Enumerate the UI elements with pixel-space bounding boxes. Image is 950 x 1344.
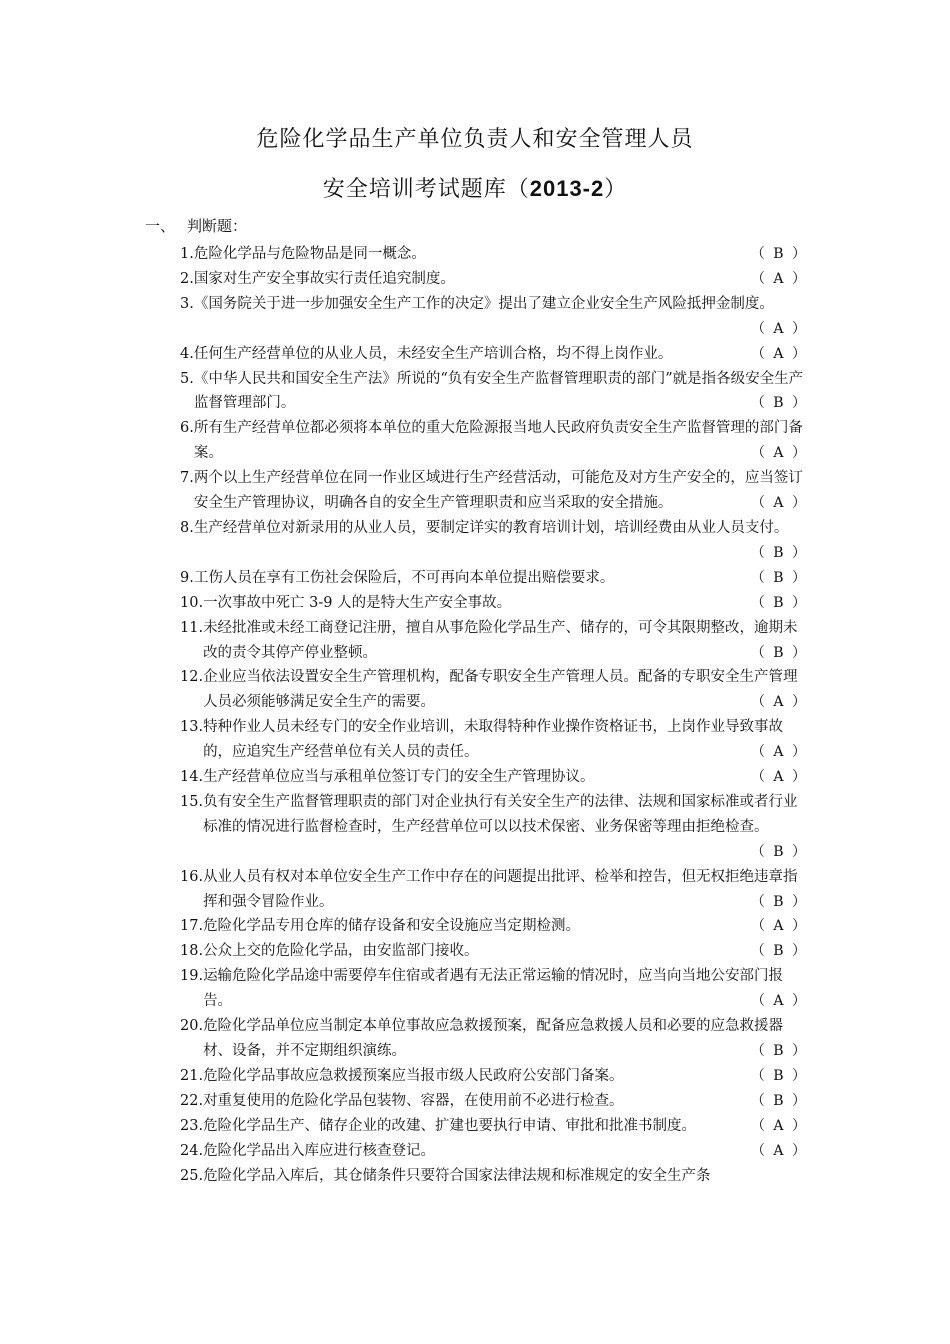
answer-mark: （ B ） [750,1092,808,1109]
question-item [180,1089,808,1114]
question-text: 危险化学品单位应当制定本单位事故应急救援预案，配备应急救援人员和必要的应急救援器材、设备，并不定期组织演练。 [203,1018,784,1059]
question-item [180,790,808,865]
question-number: 24. [180,1142,204,1159]
question-body [194,566,808,591]
question-item [180,367,808,417]
question-item [180,242,808,267]
subtitle-text: 安全培训考试题库（ [322,177,530,202]
question-body [203,1014,808,1064]
question-number: 23. [180,1117,204,1134]
question-body [194,516,808,566]
answer-mark: （ A ） [750,694,808,711]
question-text: 未经批准或未经工商登记注册，擅自从事危险化学品生产、储存的，可令其限期整改，逾期未改的责令其停产停业整顿。 [203,619,798,661]
question-body [194,292,808,342]
question-item [180,914,808,939]
section-number: 一、 [145,217,176,235]
document-subtitle [0,172,950,203]
question-body [203,914,808,939]
question-body [203,591,808,616]
answer-mark: （ A ） [750,1142,808,1159]
question-body [203,665,808,715]
question-text: 两个以上生产经营单位在同一作业区域进行生产经营活动，可能危及对方生产安全的，应当签订安全生产管理协议，明确各自的安全生产管理职责和应当采取的安全措施。 [193,470,803,512]
question-number: 25. [180,1167,204,1184]
question-item [180,964,808,1014]
question-item [180,416,808,466]
question-text: 危险化学品与危险物品是同一概念。 [193,246,426,262]
answer-mark: （ B ） [750,594,808,611]
question-body [194,242,808,267]
document-title: 危险化学品生产单位负责人和安全管理人员 [256,127,694,152]
answer-mark: （ B ） [750,246,808,262]
question-body [203,1089,808,1114]
question-number: 15. [180,793,204,810]
question-number: 19. [180,968,204,985]
question-text: 国家对生产安全事故实行责任追究制度。 [193,270,455,287]
question-item [180,1164,808,1189]
question-item [180,466,808,516]
answer-mark: （ B ） [750,843,808,860]
question-number: 14. [180,769,204,786]
answer-mark: （ B ） [750,544,808,561]
question-item [180,865,808,915]
question-text: 公众上交的危险化学品，由安监部门接收。 [203,943,479,960]
answer-mark: （ A ） [750,769,808,786]
question-text: 负有安全生产监督管理职责的部门对企业执行有关安全生产的法律、法规和国家标准或者行业标准的情况进行监督检查时，生产经营单位可以以技术保密、业务保密等理由拒绝检查。 [203,793,798,835]
question-text: 所有生产经营单位都必须将本单位的重大危险源报当地人民政府负责安全生产监督管理的部门备案。 [193,420,803,462]
question-number: 16. [180,868,204,885]
question-number: 7. [180,470,194,487]
answer-mark: （ B ） [750,644,808,661]
question-number: 4. [180,345,194,362]
question-body [194,466,808,516]
question-body [203,790,808,865]
question-body [203,865,808,915]
question-text: 运输危险化学品途中需要停车住宿或者遇有无法正常运输的情况时，应当向当地公安部门报告。 [203,968,784,1010]
question-body [203,715,808,765]
question-text: 从业人员有权对本单位安全生产工作中存在的问题提出批评、检举和控告，但无权拒绝违章指挥和强令冒险作业。 [203,868,798,910]
question-item [180,665,808,715]
question-text: 工伤人员在享有工伤社会保险后，不可再向本单位提出赔偿要求。 [193,569,615,586]
answer-mark: （ B ） [750,893,808,910]
question-number: 9. [180,569,194,586]
question-number: 18. [180,943,204,960]
answer-mark: （ A ） [750,918,808,935]
answer-mark: （ A ） [750,993,808,1010]
answer-mark: （ A ） [750,495,808,512]
question-number: 12. [180,669,204,686]
question-text: 生产经营单位应当与承租单位签订专门的安全生产管理协议。 [203,769,595,786]
question-number: 22. [180,1092,204,1109]
question-number: 6. [180,420,194,437]
question-item [180,616,808,666]
question-number: 8. [180,519,194,536]
answer-mark: （ B ） [750,1043,808,1059]
question-body [194,367,808,417]
question-list [180,242,808,1188]
question-number: 21. [180,1067,204,1084]
question-item [180,342,808,367]
question-text: 特种作业人员未经专门的安全作业培训，未取得特种作业操作资格证书，上岗作业导致事故的，应追究生产经营单位有关人员的责任。 [203,719,784,761]
question-number: 13. [180,719,204,736]
answer-mark: （ A ） [750,320,808,337]
question-text: 对重复使用的危险化学品包装物、容器，在使用前不必进行检查。 [203,1092,624,1109]
question-body [203,1164,808,1189]
subtitle-close: ） [604,177,628,202]
question-body [203,765,808,790]
question-number: 5. [180,370,194,387]
question-item [180,292,808,342]
question-body [203,1139,808,1164]
answer-mark: （ A ） [750,1117,808,1134]
question-body [203,1064,808,1089]
question-item [180,591,808,616]
question-number: 2. [180,270,194,287]
answer-mark: （ A ） [750,445,808,462]
answer-mark: （ A ） [750,270,808,287]
question-item [180,1114,808,1139]
question-text: 危险化学品事故应急救援预案应当报市级人民政府公安部门备案。 [203,1067,624,1084]
question-number: 1. [180,246,194,262]
answer-mark: （ B ） [750,569,808,586]
answer-mark: （ A ） [750,345,808,362]
question-number: 17. [180,918,204,935]
question-text: 危险化学品专用仓库的储存设备和安全设施应当定期检测。 [203,918,581,935]
question-item [180,939,808,964]
question-number: 3. [180,295,194,312]
question-body [194,267,808,292]
question-text: 任何生产经营单位的从业人员，未经安全生产培训合格，均不得上岗作业。 [193,345,673,362]
section-label: 判断题： [187,217,248,235]
question-number: 11. [180,619,204,636]
question-item [180,1064,808,1089]
question-number: 20. [180,1018,204,1035]
question-item [180,715,808,765]
question-number: 10. [180,594,204,611]
answer-mark: （ B ） [750,395,808,412]
question-text: 《国务院关于进一步加强安全生产工作的决定》提出了建立企业安全生产风险抵押金制度。 [193,295,774,312]
question-body [203,964,808,1014]
question-item [180,765,808,790]
question-text: 危险化学品入库后，其仓储条件只要符合国家法律法规和标准规定的安全生产条 [203,1167,711,1184]
question-item [180,1139,808,1164]
question-text: 生产经营单位对新录用的从业人员，要制定详实的教育培训计划，培训经费由从业人员支付。 [193,519,789,536]
answer-mark: （ B ） [750,1067,808,1084]
subtitle-year: 2013-2 [529,176,605,201]
question-text: 《中华人民共和国安全生产法》所说的“负有安全生产监督管理职责的部门”就是指各级安全生产监督管理部门。 [193,370,804,412]
question-body [194,342,808,367]
question-body [194,416,808,466]
question-text: 危险化学品出入库应进行核查登记。 [203,1142,436,1159]
answer-mark: （ A ） [750,744,808,761]
question-body [203,616,808,666]
question-text: 危险化学品生产、储存企业的改建、扩建也要执行申请、审批和批准书制度。 [203,1117,697,1134]
question-item [180,516,808,566]
answer-mark: （ B ） [750,943,808,960]
question-body [203,939,808,964]
question-item [180,267,808,292]
question-text: 一次事故中死亡 3-9 人的是特大生产安全事故。 [203,594,512,611]
question-body [203,1114,808,1139]
section-heading [145,215,247,236]
question-text: 企业应当依法设置安全生产管理机构，配备专职安全生产管理人员。配备的专职安全生产管理人员必须能够满足安全生产的需要。 [203,669,798,711]
question-item [180,566,808,591]
question-item [180,1014,808,1064]
